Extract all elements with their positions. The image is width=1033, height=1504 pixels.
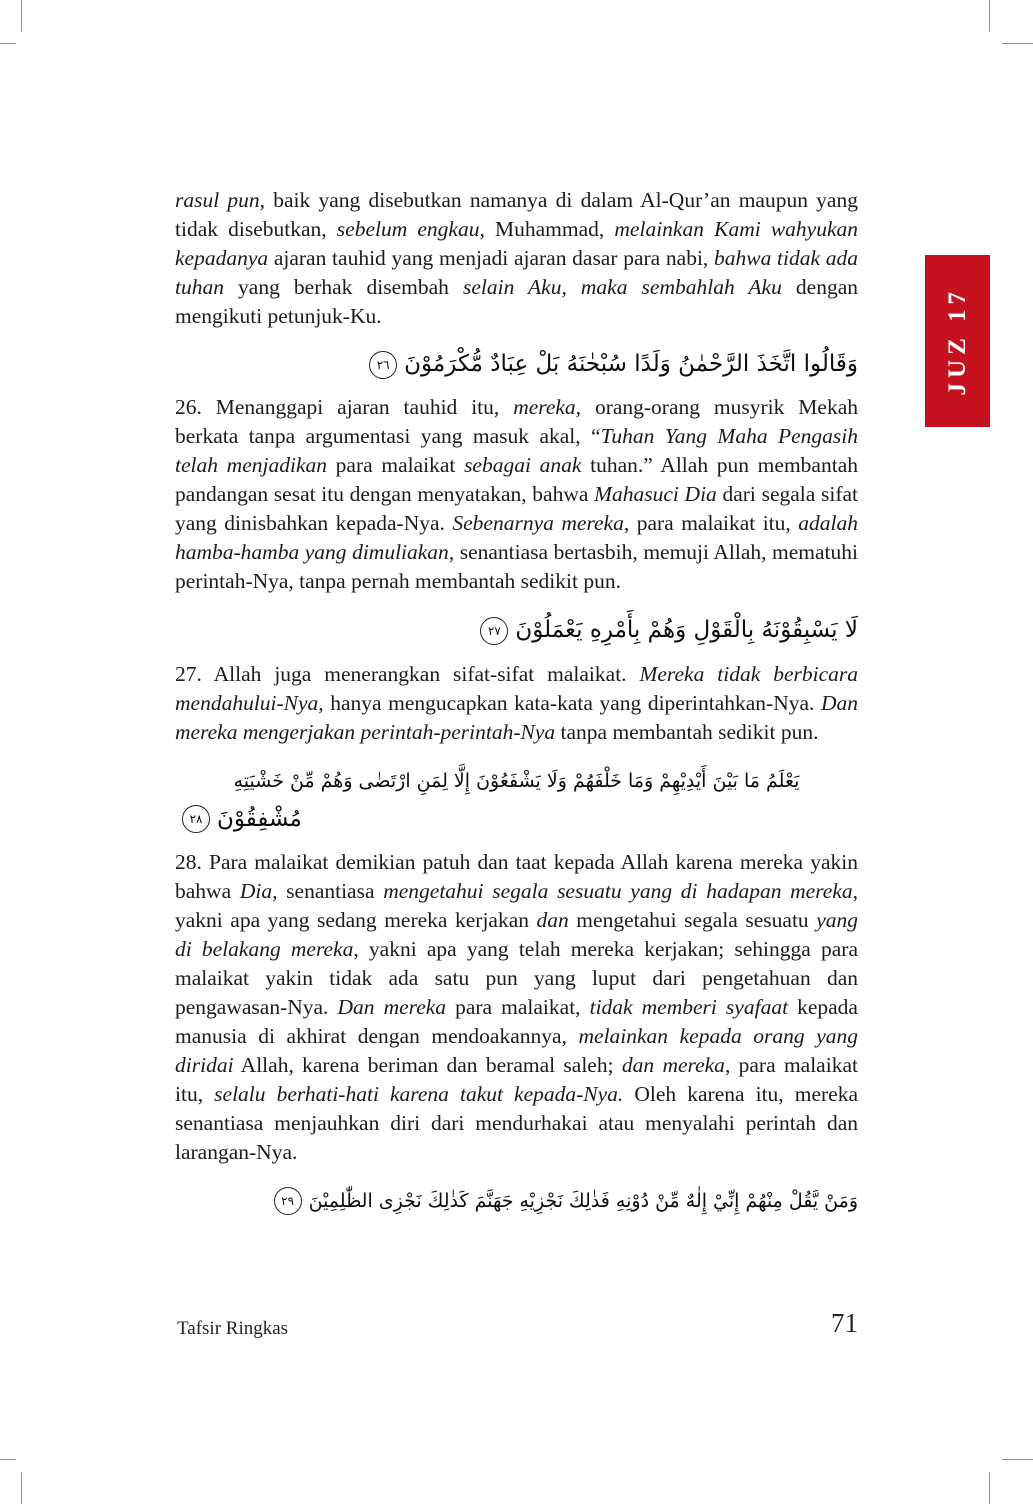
ayah-number-badge-26: ٢٦: [369, 351, 397, 379]
quran-verse-29: [175, 1183, 858, 1219]
verse-27-text: لَا يَسْبِقُوْنَهُ بِالْقَوْلِ وَهُمْ بِأَمْرِهِ يَعْمَلُوْنَ٢٧: [473, 617, 858, 643]
quran-verse-26: [175, 344, 858, 384]
verse-28-line2: مُشْفِقُوْنَ٢٨: [175, 799, 858, 839]
crop-mark-bottom-right-vertical: [989, 1473, 990, 1504]
ayah-number-badge-28: ٢٨: [182, 805, 210, 833]
juz-tab: [925, 255, 990, 427]
juz-tab-label: JUZ 17: [943, 286, 971, 396]
ayah-number-badge-29: ٢٩: [274, 1187, 302, 1215]
crop-mark-top-left-horizontal: [0, 43, 16, 44]
paragraph-26: 26. Menanggapi ajaran tauhid itu, mereka, orang-orang musyrik Mekah berkata tanpa argumentasi yang masuk akal, “Tuhan Yang Maha Pengasih telah menjadikan para malaikat sebagai anak tuhan.” Allah pun membantah pandangan sesat itu dengan menyatakan, bahwa Mahasuci Dia dari segala sifat yang dinisbahkan kepada-Nya. Sebenarnya mereka, para malaikat itu, adalah hamba-hamba yang dimuliakan, senantiasa bertasbih, memuji Allah, mematuhi perintah-Nya, tanpa pernah membantah sedikit pun.: [175, 395, 858, 594]
footer-book-title: Tafsir Ringkas: [177, 1318, 289, 1339]
crop-mark-bottom-right-horizontal: [1002, 1459, 1033, 1460]
quran-verse-27: [175, 610, 858, 650]
footer-page-number: 71: [831, 1308, 858, 1338]
paragraph-28: 28. Para malaikat demikian patuh dan taat kepada Allah karena mereka yakin bahwa Dia, senantiasa mengetahui segala sesuatu yang di hadapan mereka, yakni apa yang sedang mereka kerjakan dan mengetahui segala sesuatu yang di belakang mereka, yakni apa yang telah mereka kerjakan; sehingga para malaikat yakin tidak ada satu pun yang luput dari pengetahuan dan pengawasan-Nya. Dan mereka para malaikat, tidak memberi syafaat kepada manusia di akhirat dengan mendoakannya, melainkan kepada orang yang diridai Allah, karena beriman dan beramal saleh; dan mereka, para malaikat itu, selalu berhati-hati karena takut kepada-Nya. Oleh karena itu, mereka senantiasa menjauhkan diri dari mendurhakai atau menyalahi perintah dan larangan-Nya.: [175, 849, 859, 1164]
ayah-number-badge-27: ٢٧: [480, 617, 508, 645]
paragraph-27: 27. Allah juga menerangkan sifat-sifat malaikat. Mereka tidak berbicara mendahului-Nya, hanya mengucapkan kata-kata yang diperintahkan-Nya. Dan mereka mengerjakan perintah-perintah-Nya tanpa membantah sedikit pun.: [175, 661, 858, 744]
crop-mark-top-right-vertical: [989, 0, 990, 31]
verse-29-text: وَمَنْ يَّقُلْ مِنْهُمْ إِنِّيْ إِلٰهٌ مِّنْ دُوْنِهِ فَذٰلِكَ نَجْزِيْهِ جَهَنَّمَ كَذٰلِكَ نَجْزِى الظّٰلِمِيْنَ٢٩: [267, 1190, 858, 1212]
text-block: [175, 186, 858, 1229]
crop-mark-top-right-horizontal: [1002, 43, 1033, 44]
crop-mark-top-left-vertical: [21, 0, 22, 31]
quran-verse-28: [175, 763, 858, 839]
verse-28-line1: يَعْلَمُ مَا بَيْنَ أَيْدِيْهِمْ وَمَا خَلْفَهُمْ وَلَا يَشْفَعُوْنَ إِلَّا لِمَنِ ارْتَضٰى وَهُمْ مِّنْ خَشْيَتِهِ: [233, 769, 800, 792]
crop-mark-bottom-left-horizontal: [0, 1459, 16, 1460]
verse-26-text: وَقَالُوا اتَّخَذَ الرَّحْمٰنُ وَلَدًا سُبْحٰنَهُ بَلْ عِبَادٌ مُّكْرَمُوْنَ٢٦: [362, 351, 858, 377]
crop-mark-bottom-left-vertical: [21, 1473, 22, 1504]
paragraph-intro: rasul pun, baik yang disebutkan namanya di dalam Al-Qur’an maupun yang tidak disebutkan, sebelum engkau, Muhammad, melainkan Kami wahyukan kepadanya ajaran tauhid yang menjadi ajaran dasar para nabi, bahwa tidak ada tuhan yang berhak disembah selain Aku, maka sembahlah Aku dengan mengikuti petunjuk-Ku.: [175, 188, 859, 328]
